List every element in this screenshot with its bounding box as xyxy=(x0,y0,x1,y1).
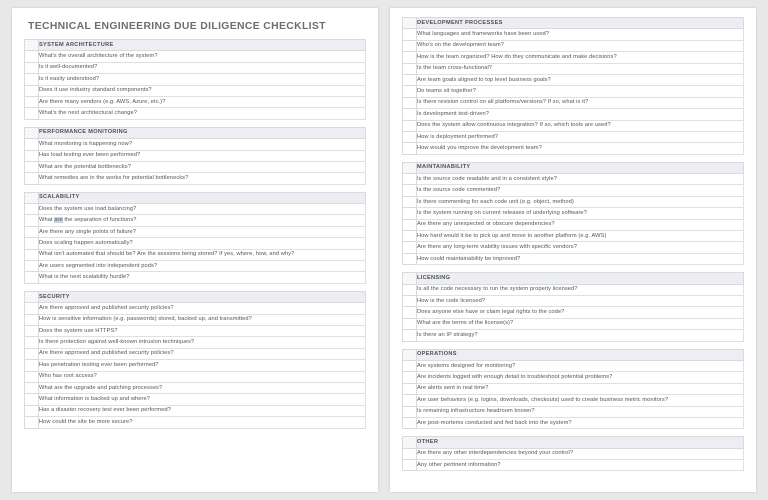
question-cell[interactable] xyxy=(39,238,366,249)
checklist-row xyxy=(25,337,366,348)
checklist-row xyxy=(403,395,744,406)
question-text: Does anyone else have or claim legal rights to the code? xyxy=(417,309,565,316)
question-text: How is the code licensed? xyxy=(417,297,486,304)
checklist-row xyxy=(25,96,366,107)
question-cell[interactable] xyxy=(39,314,366,325)
question-cell[interactable] xyxy=(39,325,366,336)
section-title: SYSTEM ARCHITECTURE xyxy=(39,41,114,48)
question-cell[interactable] xyxy=(417,406,744,417)
question-cell[interactable] xyxy=(417,208,744,219)
question-text: Who's on the development team? xyxy=(417,42,504,49)
question-cell[interactable] xyxy=(39,371,366,382)
highlighted-word: are xyxy=(54,217,63,224)
checklist-row xyxy=(25,405,366,416)
question-text: Are systems designed for monitoring? xyxy=(417,362,516,369)
question-text: Is there commenting for each code unit (e.g. object, method) xyxy=(417,198,574,205)
checkbox-cell[interactable] xyxy=(25,215,39,226)
section-title-cell xyxy=(417,162,744,173)
checkbox-cell[interactable] xyxy=(403,120,417,131)
question-text: How could maintainability be improved? xyxy=(417,255,521,262)
checklist-row xyxy=(403,295,744,306)
section-title: LICENSING xyxy=(417,274,451,281)
section-marker-cell xyxy=(403,437,417,448)
checklist-row xyxy=(403,383,744,394)
question-text: How is deployment performed? xyxy=(417,133,498,140)
question-text: Is development test-driven? xyxy=(417,110,490,117)
question-cell[interactable] xyxy=(39,417,366,428)
question-cell[interactable] xyxy=(39,337,366,348)
question-cell[interactable] xyxy=(417,330,744,341)
section-title-cell xyxy=(417,273,744,284)
question-cell[interactable] xyxy=(39,96,366,107)
question-text: Does scaling happen automatically? xyxy=(39,239,133,246)
section-title: SCALABILITY xyxy=(39,194,80,201)
checkbox-cell[interactable] xyxy=(25,261,39,272)
checklist-row xyxy=(403,406,744,417)
checklist-row xyxy=(403,120,744,131)
question-cell[interactable] xyxy=(417,109,744,120)
checkbox-cell[interactable] xyxy=(25,337,39,348)
question-cell[interactable] xyxy=(417,448,744,459)
question-text: Is the source code commented? xyxy=(417,187,501,194)
checklist-row xyxy=(25,249,366,260)
question-cell[interactable] xyxy=(417,372,744,383)
checklist-row xyxy=(403,448,744,459)
checklist-section xyxy=(402,17,744,155)
question-cell[interactable] xyxy=(417,120,744,131)
checklist-row xyxy=(25,325,366,336)
checklist-row xyxy=(25,272,366,283)
question-text: Is there protection against well-known intrusion techniques? xyxy=(39,339,195,346)
question-text: Does the system use load balancing? xyxy=(39,205,137,212)
checklist-row xyxy=(403,74,744,85)
question-cell[interactable] xyxy=(39,150,366,161)
checklist-row xyxy=(403,219,744,230)
question-cell[interactable] xyxy=(39,394,366,405)
question-cell[interactable] xyxy=(417,74,744,85)
checkbox-cell[interactable] xyxy=(403,63,417,74)
question-cell[interactable] xyxy=(39,348,366,359)
question-text: Is the source code readable and in a consistent style? xyxy=(417,175,557,182)
left-page xyxy=(12,8,378,492)
question-cell[interactable] xyxy=(417,383,744,394)
question-cell[interactable] xyxy=(39,108,366,119)
question-text: What are the upgrade and patching processes? xyxy=(39,384,163,391)
checklist-row xyxy=(25,417,366,428)
checklist-row xyxy=(403,330,744,341)
checklist-row xyxy=(25,150,366,161)
question-cell[interactable] xyxy=(39,272,366,283)
question-cell[interactable] xyxy=(417,52,744,63)
checkbox-cell[interactable] xyxy=(25,62,39,73)
checklist-row xyxy=(25,314,366,325)
question-text: What languages and frameworks have been used? xyxy=(417,31,549,38)
question-cell[interactable] xyxy=(417,29,744,40)
question-text: Are incidents logged with enough detail to troubleshoot potential problems? xyxy=(417,374,613,381)
question-cell[interactable] xyxy=(39,62,366,73)
checkbox-cell[interactable] xyxy=(25,96,39,107)
checkbox-cell[interactable] xyxy=(403,74,417,85)
question-text: Is remaining infrastructure headroom known? xyxy=(417,408,535,415)
checklist-row xyxy=(25,303,366,314)
question-text: What are the separation of functions? xyxy=(39,217,137,224)
checkbox-cell[interactable] xyxy=(25,150,39,161)
question-cell[interactable] xyxy=(417,196,744,207)
question-text: Does it use industry standard components? xyxy=(39,87,152,94)
question-text: Do teams sit together? xyxy=(417,88,476,95)
section-marker-cell xyxy=(403,273,417,284)
checklist-row xyxy=(403,131,744,142)
checkbox-cell[interactable] xyxy=(403,307,417,318)
checkbox-cell[interactable] xyxy=(403,417,417,428)
section-marker-cell xyxy=(25,40,39,51)
question-text: How hard would it be to pick up and move to another platform (e.g. AWS) xyxy=(417,232,607,239)
section-title: SECURITY xyxy=(39,293,70,300)
section-title: PERFORMANCE MONITORING xyxy=(39,129,128,136)
checkbox-cell[interactable] xyxy=(25,139,39,150)
question-cell[interactable] xyxy=(417,295,744,306)
question-text: Any other pertinent information? xyxy=(417,461,501,468)
section-header-row xyxy=(403,437,744,448)
question-text: How would you improve the development team? xyxy=(417,144,542,151)
checkbox-cell[interactable] xyxy=(25,108,39,119)
section-header-row xyxy=(403,162,744,173)
section-title-cell xyxy=(39,192,366,203)
checklist-section xyxy=(402,272,744,341)
checkbox-cell[interactable] xyxy=(25,394,39,405)
checklist-row xyxy=(25,371,366,382)
question-text: Is it easily understood? xyxy=(39,75,100,82)
question-text: What is the next scalability hurdle? xyxy=(39,274,130,281)
left-page-sections xyxy=(24,39,366,429)
checkbox-cell[interactable] xyxy=(25,314,39,325)
section-title-cell xyxy=(417,18,744,29)
checkbox-cell[interactable] xyxy=(403,242,417,253)
question-text: Are there approved and published security policies? xyxy=(39,304,174,311)
question-cell[interactable] xyxy=(39,173,366,184)
checklist-row xyxy=(403,196,744,207)
question-cell[interactable] xyxy=(417,395,744,406)
checklist-row xyxy=(403,242,744,253)
section-header-row xyxy=(25,40,366,51)
checklist-row xyxy=(25,108,366,119)
section-title: OTHER xyxy=(417,438,439,445)
checklist-row xyxy=(403,231,744,242)
question-text: How could the site be more secure? xyxy=(39,418,133,425)
question-cell[interactable] xyxy=(417,174,744,185)
question-cell[interactable] xyxy=(39,204,366,215)
question-cell[interactable] xyxy=(39,303,366,314)
checklist-row xyxy=(25,238,366,249)
checklist-row xyxy=(25,139,366,150)
checklist-row xyxy=(403,284,744,295)
question-cell[interactable] xyxy=(417,231,744,242)
question-cell[interactable] xyxy=(417,97,744,108)
question-cell[interactable] xyxy=(39,249,366,260)
checklist-row xyxy=(25,161,366,172)
question-text: Are there any long-term viability issues with specific vendors? xyxy=(417,244,577,251)
question-cell[interactable] xyxy=(417,219,744,230)
checklist-row xyxy=(25,173,366,184)
checklist-row xyxy=(25,360,366,371)
checkbox-cell[interactable] xyxy=(403,219,417,230)
question-text: How is the team organized? How do they communicate and make decisions? xyxy=(417,53,617,60)
question-cell[interactable] xyxy=(39,74,366,85)
question-text: How is sensitive information (e.g. passwords) stored, backed up, and transmitted? xyxy=(39,316,252,323)
question-text: What's the overall architecture of the system? xyxy=(39,53,158,60)
page-title: TECHNICAL ENGINEERING DUE DILIGENCE CHECKLIST xyxy=(28,21,326,32)
checkbox-cell[interactable] xyxy=(403,448,417,459)
checklist-row xyxy=(403,29,744,40)
question-cell[interactable] xyxy=(417,185,744,196)
checklist-row xyxy=(403,372,744,383)
checklist-row xyxy=(25,394,366,405)
question-cell[interactable] xyxy=(39,139,366,150)
section-marker-cell xyxy=(25,291,39,302)
question-text: Is all the code necessary to run the system properly licensed? xyxy=(417,286,578,293)
question-text: Are user behaviors (e.g. logins, downloads, checkouts) used to create business metric monitors? xyxy=(417,396,669,403)
question-text: Are alerts sent in real time? xyxy=(417,385,489,392)
question-text: What isn't automated that should be? Are the sessions being stored? If yes, where, how, and why? xyxy=(39,251,295,258)
checkbox-cell[interactable] xyxy=(403,143,417,154)
checklist-section xyxy=(402,162,744,266)
checkbox-cell[interactable] xyxy=(403,29,417,40)
checkbox-cell[interactable] xyxy=(25,325,39,336)
question-text: What monitoring is happening now? xyxy=(39,140,133,147)
checkbox-cell[interactable] xyxy=(403,97,417,108)
checklist-section xyxy=(24,192,366,284)
section-header-row xyxy=(403,273,744,284)
question-text: Who has root access? xyxy=(39,373,97,380)
checklist-section xyxy=(24,127,366,185)
checkbox-cell[interactable] xyxy=(403,109,417,120)
question-text: What are the potential bottlenecks? xyxy=(39,163,131,170)
section-title-cell xyxy=(417,349,744,360)
section-header-row xyxy=(25,192,366,203)
checklist-row xyxy=(25,348,366,359)
checklist-row xyxy=(403,40,744,51)
checkbox-cell[interactable] xyxy=(25,417,39,428)
checkbox-cell[interactable] xyxy=(403,86,417,97)
section-title: MAINTAINABILITY xyxy=(417,164,471,171)
checklist-row xyxy=(403,253,744,264)
checkbox-cell[interactable] xyxy=(403,131,417,142)
checkbox-cell[interactable] xyxy=(403,40,417,51)
checkbox-cell[interactable] xyxy=(403,253,417,264)
question-text: Are post-mortems conducted and fed back into the system? xyxy=(417,419,572,426)
checklist-row xyxy=(25,85,366,96)
question-cell[interactable] xyxy=(39,215,366,226)
checkbox-cell[interactable] xyxy=(25,360,39,371)
question-cell[interactable] xyxy=(417,242,744,253)
section-marker-cell xyxy=(403,349,417,360)
checkbox-cell[interactable] xyxy=(403,406,417,417)
checkbox-cell[interactable] xyxy=(25,371,39,382)
checklist-row xyxy=(403,143,744,154)
checkbox-cell[interactable] xyxy=(25,272,39,283)
question-text: Are team goals aligned to top level business goals? xyxy=(417,76,551,83)
question-cell[interactable] xyxy=(417,86,744,97)
checklist-row xyxy=(25,62,366,73)
question-cell[interactable] xyxy=(39,51,366,62)
section-title: DEVELOPMENT PROCESSES xyxy=(417,19,503,26)
question-text: What's the next architectural change? xyxy=(39,110,137,117)
checkbox-cell[interactable] xyxy=(403,208,417,219)
checkbox-cell[interactable] xyxy=(25,238,39,249)
right-page xyxy=(390,8,756,492)
checklist-row xyxy=(25,74,366,85)
checkbox-cell[interactable] xyxy=(25,74,39,85)
checkbox-cell[interactable] xyxy=(403,196,417,207)
checklist-row xyxy=(25,215,366,226)
checklist-row xyxy=(403,417,744,428)
question-cell[interactable] xyxy=(417,40,744,51)
question-text: Has penetration testing ever been performed? xyxy=(39,361,159,368)
question-text: Is there an IP strategy? xyxy=(417,331,478,338)
question-cell[interactable] xyxy=(39,382,366,393)
checkbox-cell[interactable] xyxy=(25,348,39,359)
question-text: Are there many vendors (e.g. AWS, Azure, etc.)? xyxy=(39,98,166,105)
question-cell[interactable] xyxy=(39,161,366,172)
checklist-row xyxy=(403,307,744,318)
section-title: OPERATIONS xyxy=(417,351,457,358)
section-title-cell xyxy=(39,40,366,51)
question-text: Has a disaster recovery test ever been performed? xyxy=(39,407,171,414)
checkbox-cell[interactable] xyxy=(403,460,417,471)
question-cell[interactable] xyxy=(417,417,744,428)
checkbox-cell[interactable] xyxy=(25,161,39,172)
checkbox-cell[interactable] xyxy=(403,360,417,371)
question-cell[interactable] xyxy=(39,226,366,237)
checkbox-cell[interactable] xyxy=(403,284,417,295)
question-cell[interactable] xyxy=(417,284,744,295)
checklist-section xyxy=(402,436,744,471)
checklist-row xyxy=(403,185,744,196)
question-text: Are there approved and published security policies? xyxy=(39,350,174,357)
checkbox-cell[interactable] xyxy=(25,303,39,314)
checklist-row xyxy=(403,52,744,63)
section-header-row xyxy=(403,349,744,360)
checkbox-cell[interactable] xyxy=(403,185,417,196)
checkbox-cell[interactable] xyxy=(403,174,417,185)
section-title-cell xyxy=(417,437,744,448)
checkbox-cell[interactable] xyxy=(403,318,417,329)
question-text: What are the terms of the license(s)? xyxy=(417,320,514,327)
checkbox-cell[interactable] xyxy=(25,405,39,416)
question-text: Does the system allow continuous integration? If so, which tools are used? xyxy=(417,122,611,129)
question-text: Are users segmented into independent pods? xyxy=(39,262,158,269)
question-cell[interactable] xyxy=(417,253,744,264)
question-text: Has load testing ever been performed? xyxy=(39,152,141,159)
checklist-row xyxy=(25,226,366,237)
checklist-section xyxy=(402,349,744,430)
question-text: What remedies are in the works for potential bottlenecks? xyxy=(39,174,189,181)
question-cell[interactable] xyxy=(417,360,744,371)
question-cell[interactable] xyxy=(417,143,744,154)
checkbox-cell[interactable] xyxy=(25,226,39,237)
question-cell[interactable] xyxy=(417,307,744,318)
question-text: Is the system running on current releases of underlying software? xyxy=(417,209,587,216)
checklist-row xyxy=(403,460,744,471)
checkbox-cell[interactable] xyxy=(25,204,39,215)
checkbox-cell[interactable] xyxy=(25,85,39,96)
question-cell[interactable] xyxy=(39,261,366,272)
question-cell[interactable] xyxy=(39,85,366,96)
section-marker-cell xyxy=(403,162,417,173)
section-marker-cell xyxy=(25,192,39,203)
question-text: Does the system use HTTPS? xyxy=(39,327,118,334)
checkbox-cell[interactable] xyxy=(403,231,417,242)
checkbox-cell[interactable] xyxy=(25,382,39,393)
question-cell[interactable] xyxy=(39,405,366,416)
question-cell[interactable] xyxy=(417,318,744,329)
question-text: What information is backed up and where? xyxy=(39,396,151,403)
checklist-row xyxy=(25,204,366,215)
question-text: Are there any unexpected or obscure dependencies? xyxy=(417,221,555,228)
question-text: Are there any other interdependencies beyond your control? xyxy=(417,450,574,457)
section-title-cell xyxy=(39,127,366,138)
question-cell[interactable] xyxy=(417,63,744,74)
checklist-row xyxy=(403,318,744,329)
question-text: Is the team cross-functional? xyxy=(417,65,493,72)
checklist-section xyxy=(24,291,366,429)
checklist-row xyxy=(403,109,744,120)
question-text: Is it well-documented? xyxy=(39,64,98,71)
checklist-row xyxy=(403,63,744,74)
checkbox-cell[interactable] xyxy=(403,383,417,394)
checkbox-cell[interactable] xyxy=(403,372,417,383)
question-cell[interactable] xyxy=(417,131,744,142)
checklist-row xyxy=(403,360,744,371)
checkbox-cell[interactable] xyxy=(403,395,417,406)
checklist-row xyxy=(403,174,744,185)
section-header-row xyxy=(25,291,366,302)
checkbox-cell[interactable] xyxy=(403,330,417,341)
question-cell[interactable] xyxy=(417,460,744,471)
checkbox-cell[interactable] xyxy=(403,52,417,63)
checklist-row xyxy=(403,208,744,219)
question-cell[interactable] xyxy=(39,360,366,371)
checklist-row xyxy=(25,382,366,393)
section-title-cell xyxy=(39,291,366,302)
right-page-sections xyxy=(402,17,744,471)
section-header-row xyxy=(25,127,366,138)
section-header-row xyxy=(403,18,744,29)
question-text: Are there any single points of failure? xyxy=(39,228,137,235)
checkbox-cell[interactable] xyxy=(25,249,39,260)
checklist-section xyxy=(24,39,366,120)
section-marker-cell xyxy=(403,18,417,29)
checkbox-cell[interactable] xyxy=(25,51,39,62)
checklist-row xyxy=(25,261,366,272)
section-marker-cell xyxy=(25,127,39,138)
checklist-row xyxy=(403,97,744,108)
checkbox-cell[interactable] xyxy=(403,295,417,306)
checklist-row xyxy=(403,86,744,97)
checklist-row xyxy=(25,51,366,62)
checkbox-cell[interactable] xyxy=(25,173,39,184)
question-text: Is there revision control on all platforms/versions? If so, what is it? xyxy=(417,99,589,106)
